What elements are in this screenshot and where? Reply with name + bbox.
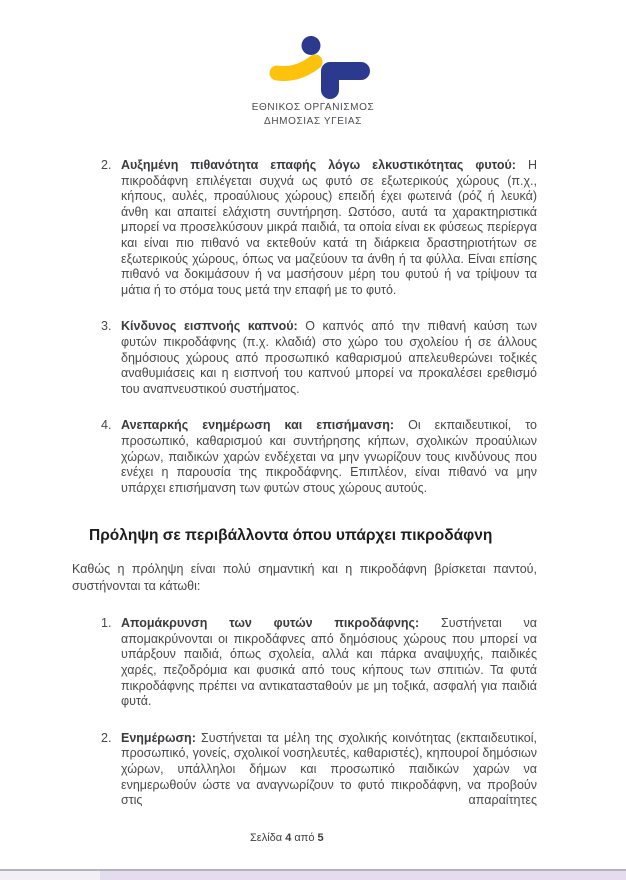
- page-footer: [250, 832, 324, 844]
- list-item-body: Συστήνεται τα μέλη της σχολικής κοινότητας (εκπαιδευτικοί, προσωπικό, γονείς, σχολικοί νοσηλευτές, καθαριστές), κηπουροί δημόσιων χώρων, υπάλληλοι δήμων και προσωπικό παιδικών χαρών να ενημερωθούν ώστε να αναγνωρίζουν το φυτό πικροδάφνη, να προβούν στις απαραίτητες: [121, 730, 537, 808]
- organization-name-line1: ΕΘΝΙΚΟΣ ΟΡΓΑΝΙΣΜΟΣ: [251, 102, 375, 113]
- list-item-title: Ανεπαρκής ενημέρωση και επισήμανση:: [121, 418, 395, 433]
- list-item-number: 1.: [101, 616, 112, 631]
- list-item-number: 2.: [101, 158, 112, 172]
- total-pages: 5: [317, 832, 324, 844]
- page-label: Σελίδα: [250, 832, 283, 844]
- list-item: [72, 616, 537, 710]
- list-item: [72, 158, 537, 298]
- list-item-title: Κίνδυνος εισπνοής καπνού:: [121, 319, 298, 334]
- page-content: [72, 158, 537, 830]
- section-heading: Πρόληψη σε περιβάλλοντα όπου υπάρχει πικροδάφνη: [89, 527, 493, 545]
- organization-name-line2: ΔΗΜΟΣΙΑΣ ΥΓΕΙΑΣ: [264, 115, 362, 127]
- list-item-text: [121, 158, 537, 298]
- of-label: από: [294, 832, 315, 844]
- list-item-body: Οι εκπαιδευτικοί, το προσωπικό, καθαρισμού και συντήρησης κήπων, σχολικών προαύλιων χώρων, παιδικών χαρών ενδέχεται να μην γνωρίζουν τους κινδύνους που ενέχει η παρουσία της πικροδάφνης. Επιπλέον, είναι πιθανό να μην υπάρχει επισήμανση των φυτών στους χώρους αυτούς.: [121, 418, 538, 495]
- logo-head-dot: [302, 36, 321, 55]
- list-item-text: [121, 731, 537, 809]
- list-item-number: 3.: [101, 319, 112, 334]
- list-item-text: [121, 319, 537, 397]
- list-item-body: Συστήνεται να απομακρύνονται οι πικροδάφνες από δημόσιους χώρους που μπορεί να υπάρξουν παιδιά, όπως σχολεία, αλλά και πάρκα αναψυχής, παιδικές χαρές, πεζοδρόμια και φυσικά από τους κήπους των σπιτιών. Τα φυτά πικροδάφνης πρέπει να αντικατασταθούν με μη τοξικά, ασφαλή για παιδιά φυτά.: [121, 616, 537, 709]
- list-item: [72, 418, 537, 496]
- prevention-list: [72, 616, 537, 809]
- list-item: [72, 731, 537, 809]
- organization-name: [0, 101, 626, 128]
- eody-logo-icon: [260, 31, 380, 111]
- risk-list: [72, 158, 537, 496]
- logo-yellow-swoosh: [277, 62, 315, 74]
- list-item-number: 4.: [101, 418, 112, 433]
- intro-paragraph: Καθώς η πρόληψη είναι πολύ σημαντική και η πικροδάφνη βρίσκεται παντού, συστήνονται τα κάτωθι:: [72, 562, 537, 593]
- list-item-title: Ενημέρωση:: [121, 730, 196, 745]
- list-item: [72, 319, 537, 397]
- bottom-band: [100, 871, 626, 880]
- list-item-body: Ο καπνός από την πιθανή καύση των φυτών πικροδάφνης (π.χ. κλαδιά) στο χώρο του σχολείου ή σε άλλους δημόσιους χώρους από προσωπικό καθαρισμού απελευθερώνει τοξικές αναθυμιάσεις και η εισπνοή του καπνού μπορεί να προκαλέσει ερεθισμό του αναπνευστικού συστήματος.: [121, 319, 537, 396]
- list-item-text: [121, 418, 537, 496]
- logo-blue-figure: [330, 71, 361, 90]
- page-number: 4: [285, 832, 292, 844]
- list-item-title: Απομάκρυνση των φυτών πικροδάφνης:: [121, 616, 420, 631]
- list-item-number: 2.: [101, 730, 112, 745]
- list-item-body: Η πικροδάφνη επιλέγεται συχνά ως φυτό σε εξωτερικούς χώρους (π.χ., κήπους, αυλές, προαύλιους χώρους) επειδή έχει φωτεινά (ρόζ ή λευκά) άνθη και απαιτεί ελάχιστη συντήρηση. Ωστόσο, αυτά τα χαρακτηριστικά μπορεί να προσελκύσουν μικρά παιδιά, τα οποία είναι εκ φύσεως περίεργα και είναι πιο πιθανό να εκτεθούν κατά τη διάρκεια δραστηριοτήτων σε εξωτερικούς χώρους, όπως να μαζεύουν τα άνθη ή τα φύλλα. Είναι επίσης πιθανό να δοκιμάσουν ή να μασήσουν μέρη του φυτού ή να τρίψουν τα μάτια ή το στόμα τους μετά την επαφή με το φυτό.: [121, 158, 537, 297]
- list-item-title: Αυξημένη πιθανότητα επαφής λόγω ελκυστικότητας φυτού:: [121, 158, 516, 172]
- list-item-text: [121, 616, 537, 710]
